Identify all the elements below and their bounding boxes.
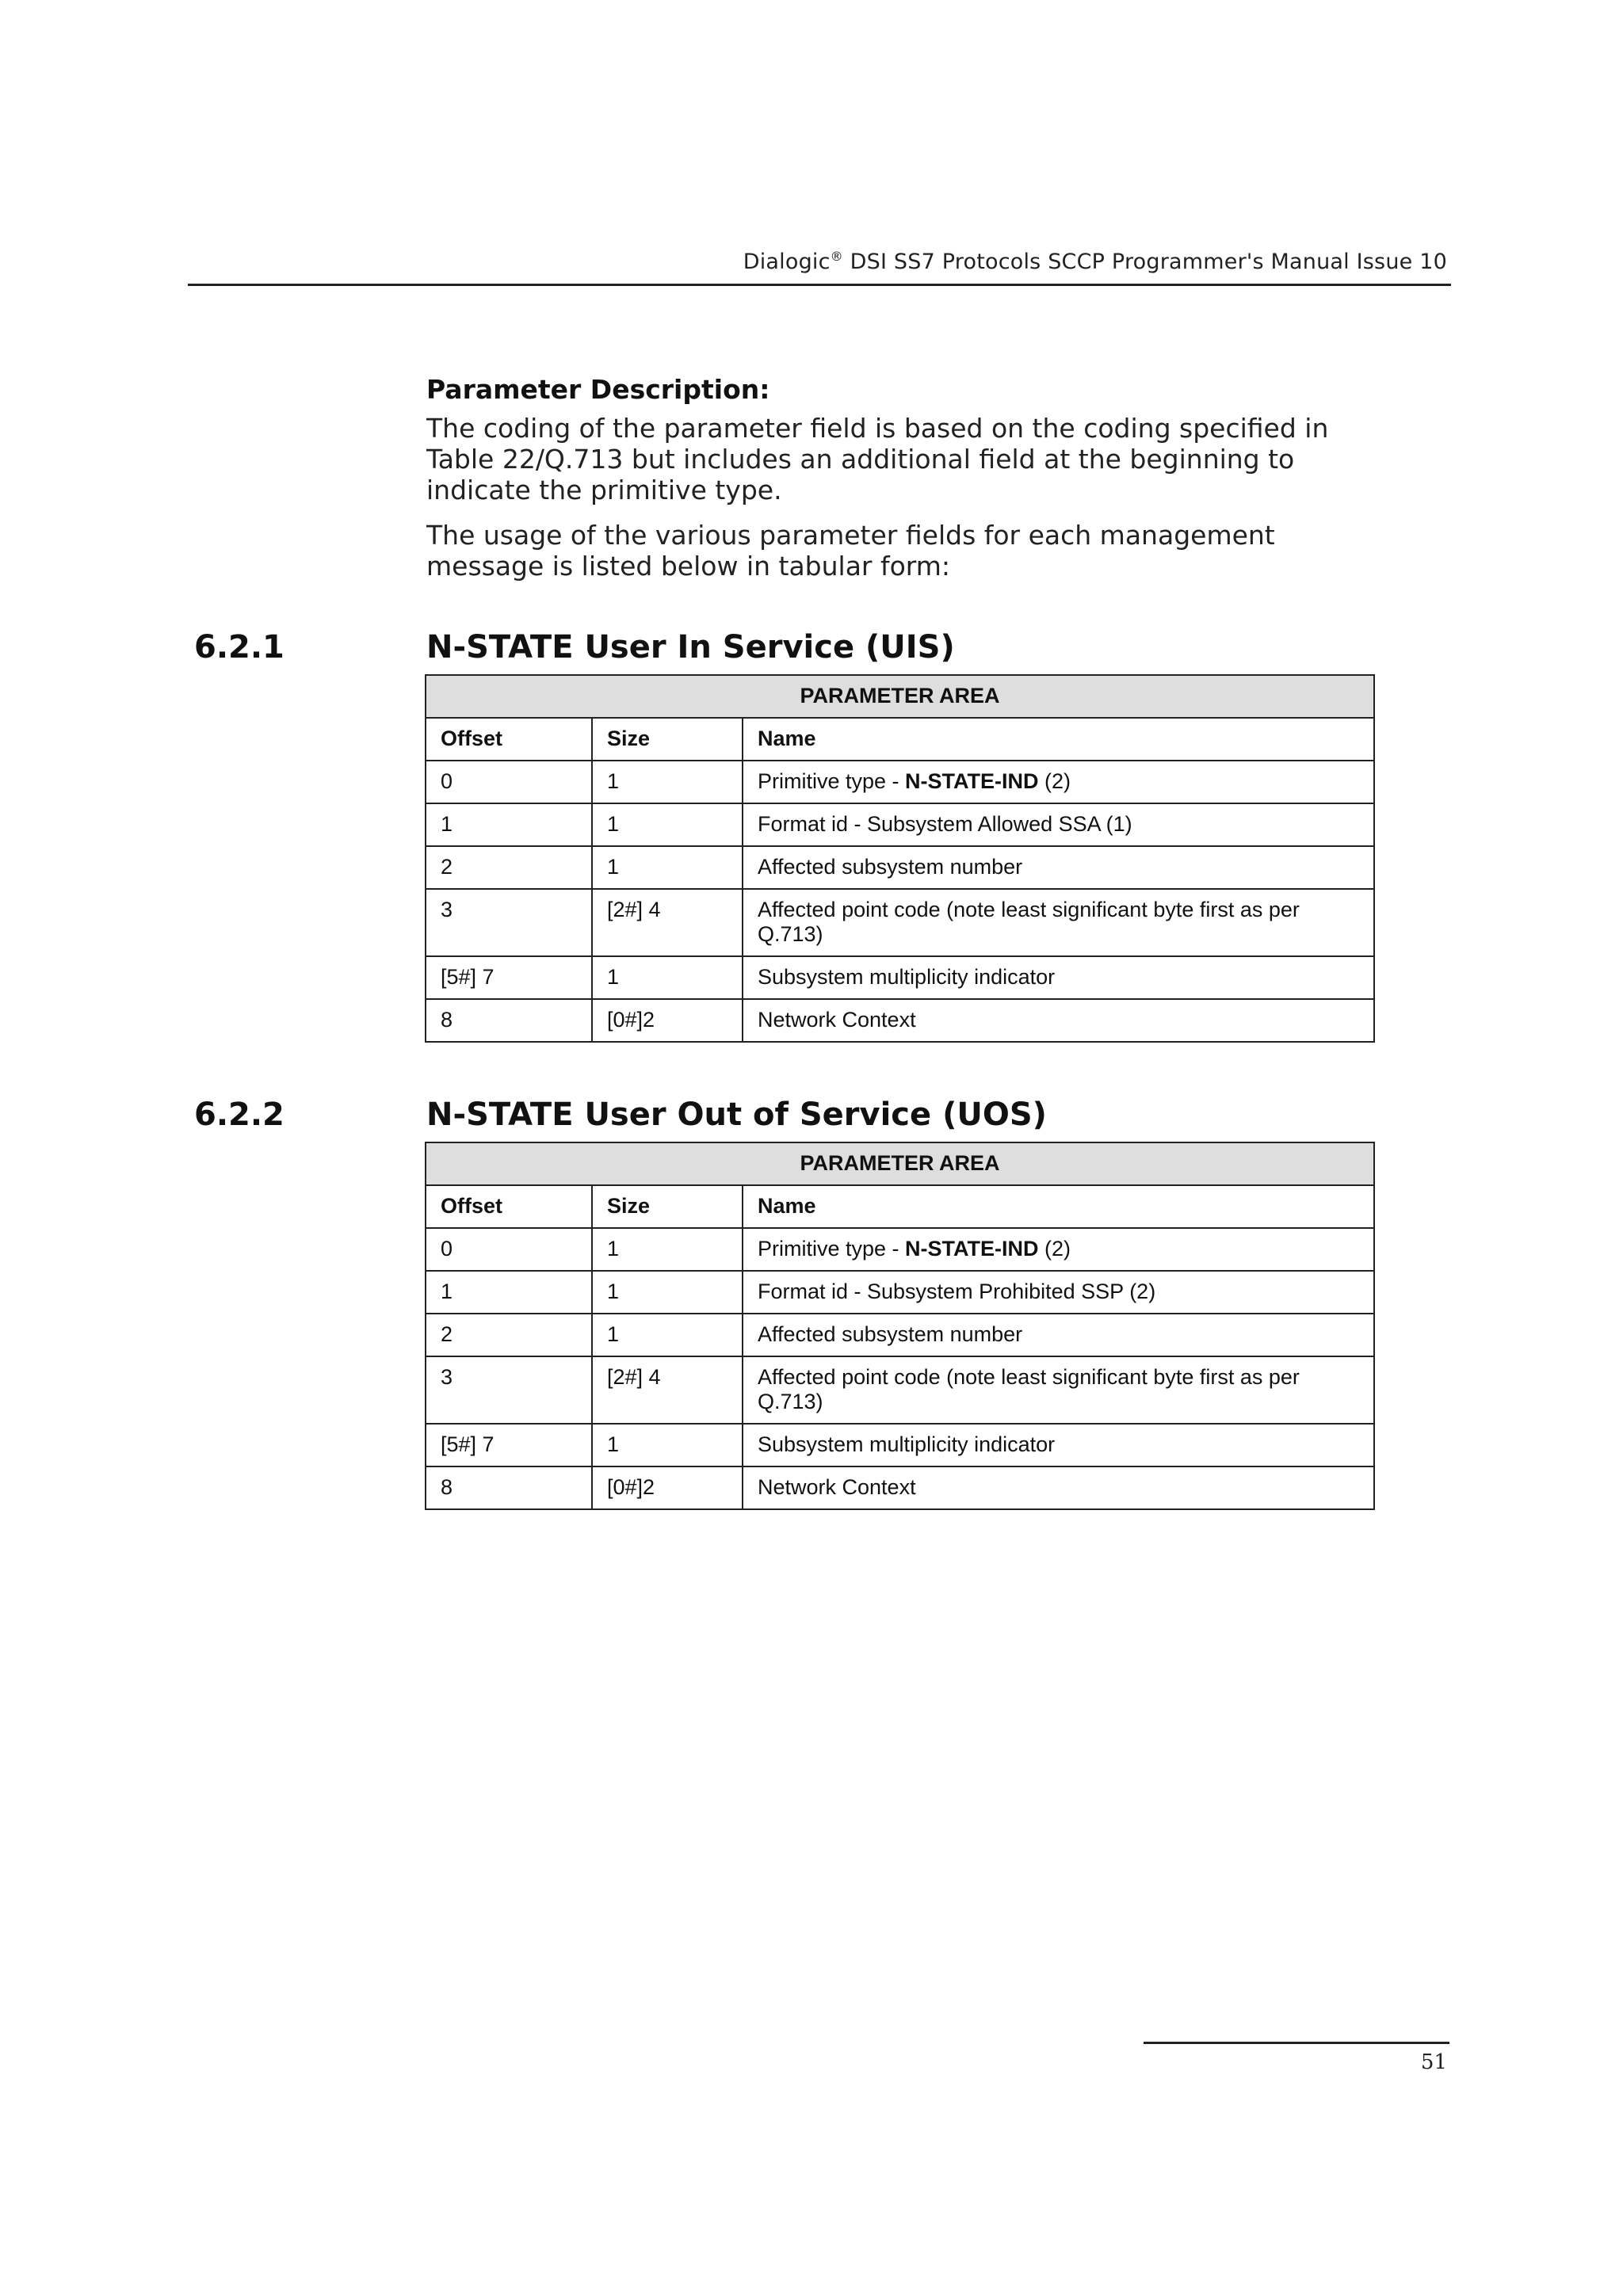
section-title: N-STATE User In Service (UIS) <box>426 629 955 666</box>
column-header-size: Size <box>592 718 743 761</box>
parameter-area-header: PARAMETER AREA <box>426 1142 1374 1185</box>
cell-name <box>743 889 1374 956</box>
cell-size: 1 <box>592 803 743 846</box>
intro-paragraph-1: The coding of the parameter field is based on the coding specified in Table 22/Q.713 but includes an additional field at the beginning to indicate the primitive type. <box>426 413 1329 505</box>
table-row <box>426 1356 1374 1424</box>
parameter-description-heading: Parameter Description: <box>426 374 770 405</box>
name-text: Format id - Subsystem Allowed SSA (1) <box>758 812 1132 836</box>
cell-offset: 1 <box>426 1271 592 1314</box>
table-row <box>426 1314 1374 1356</box>
name-text: Network Context <box>758 1008 916 1032</box>
table-row <box>426 1424 1374 1466</box>
cell-size: [0#]2 <box>592 1466 743 1509</box>
name-text: Subsystem multiplicity indicator <box>758 965 1056 989</box>
name-text: Subsystem multiplicity indicator <box>758 1432 1056 1456</box>
cell-name <box>743 1228 1374 1271</box>
cell-offset: 2 <box>426 1314 592 1356</box>
footer-rule <box>1144 2042 1449 2044</box>
table-row <box>426 956 1374 999</box>
cell-offset: 2 <box>426 846 592 889</box>
cell-size: [2#] 4 <box>592 1356 743 1424</box>
cell-offset: [5#] 7 <box>426 956 592 999</box>
registered-mark: ® <box>830 249 843 264</box>
cell-name <box>743 803 1374 846</box>
cell-size: 1 <box>592 1228 743 1271</box>
name-text: Primitive type - <box>758 769 906 793</box>
name-bold-text: N-STATE-IND <box>905 769 1039 793</box>
table-header-row <box>426 1185 1374 1228</box>
cell-size: 1 <box>592 846 743 889</box>
table-header-row <box>426 718 1374 761</box>
table-row <box>426 761 1374 803</box>
cell-size: [2#] 4 <box>592 889 743 956</box>
table-row <box>426 889 1374 956</box>
name-text: Affected point code (note least significant byte first as per Q.713) <box>758 1365 1300 1413</box>
cell-size: 1 <box>592 761 743 803</box>
section-number: 6.2.1 <box>194 629 285 666</box>
header-title: DSI SS7 Protocols SCCP Programmer's Manual Issue 10 <box>842 250 1447 274</box>
cell-name <box>743 1271 1374 1314</box>
cell-offset: 0 <box>426 1228 592 1271</box>
table-row <box>426 1271 1374 1314</box>
name-text: Affected subsystem number <box>758 855 1023 879</box>
cell-offset: 8 <box>426 999 592 1042</box>
table-row <box>426 846 1374 889</box>
column-header-offset: Offset <box>426 1185 592 1228</box>
cell-offset: 3 <box>426 1356 592 1424</box>
section-number: 6.2.2 <box>194 1097 285 1133</box>
section-title: N-STATE User Out of Service (UOS) <box>426 1097 1047 1133</box>
cell-name <box>743 846 1374 889</box>
name-bold-text: N-STATE-IND <box>905 1237 1039 1261</box>
header-brand: Dialogic <box>743 250 831 274</box>
table-row <box>426 999 1374 1042</box>
cell-offset: 0 <box>426 761 592 803</box>
running-header <box>743 249 1447 274</box>
parameter-area-header: PARAMETER AREA <box>426 675 1374 718</box>
parameter-table-uis <box>425 674 1375 1043</box>
column-header-name: Name <box>743 718 1374 761</box>
name-text: Affected subsystem number <box>758 1322 1023 1346</box>
header-rule <box>188 284 1451 286</box>
cell-size: [0#]2 <box>592 999 743 1042</box>
name-suffix-text: (2) <box>1038 769 1071 793</box>
table-area-row <box>426 675 1374 718</box>
cell-offset: 3 <box>426 889 592 956</box>
cell-offset: 1 <box>426 803 592 846</box>
table-row <box>426 1466 1374 1509</box>
cell-offset: [5#] 7 <box>426 1424 592 1466</box>
column-header-name: Name <box>743 1185 1374 1228</box>
cell-name <box>743 761 1374 803</box>
name-text: Affected point code (note least significant byte first as per Q.713) <box>758 898 1300 946</box>
cell-name <box>743 1424 1374 1466</box>
cell-name <box>743 956 1374 999</box>
table-row <box>426 1228 1374 1271</box>
cell-size: 1 <box>592 956 743 999</box>
cell-name <box>743 1314 1374 1356</box>
cell-name <box>743 1356 1374 1424</box>
intro-paragraph-2: The usage of the various parameter fields for each management message is listed below in tabular form: <box>426 520 1275 582</box>
table-area-row <box>426 1142 1374 1185</box>
page-number: 51 <box>1420 2050 1447 2074</box>
parameter-table-uos <box>425 1142 1375 1510</box>
cell-size: 1 <box>592 1424 743 1466</box>
cell-offset: 8 <box>426 1466 592 1509</box>
name-text: Format id - Subsystem Prohibited SSP (2) <box>758 1280 1156 1303</box>
cell-size: 1 <box>592 1314 743 1356</box>
table-row <box>426 803 1374 846</box>
name-suffix-text: (2) <box>1038 1237 1071 1261</box>
column-header-offset: Offset <box>426 718 592 761</box>
name-text: Primitive type - <box>758 1237 906 1261</box>
name-text: Network Context <box>758 1475 916 1499</box>
column-header-size: Size <box>592 1185 743 1228</box>
cell-size: 1 <box>592 1271 743 1314</box>
cell-name <box>743 1466 1374 1509</box>
cell-name <box>743 999 1374 1042</box>
